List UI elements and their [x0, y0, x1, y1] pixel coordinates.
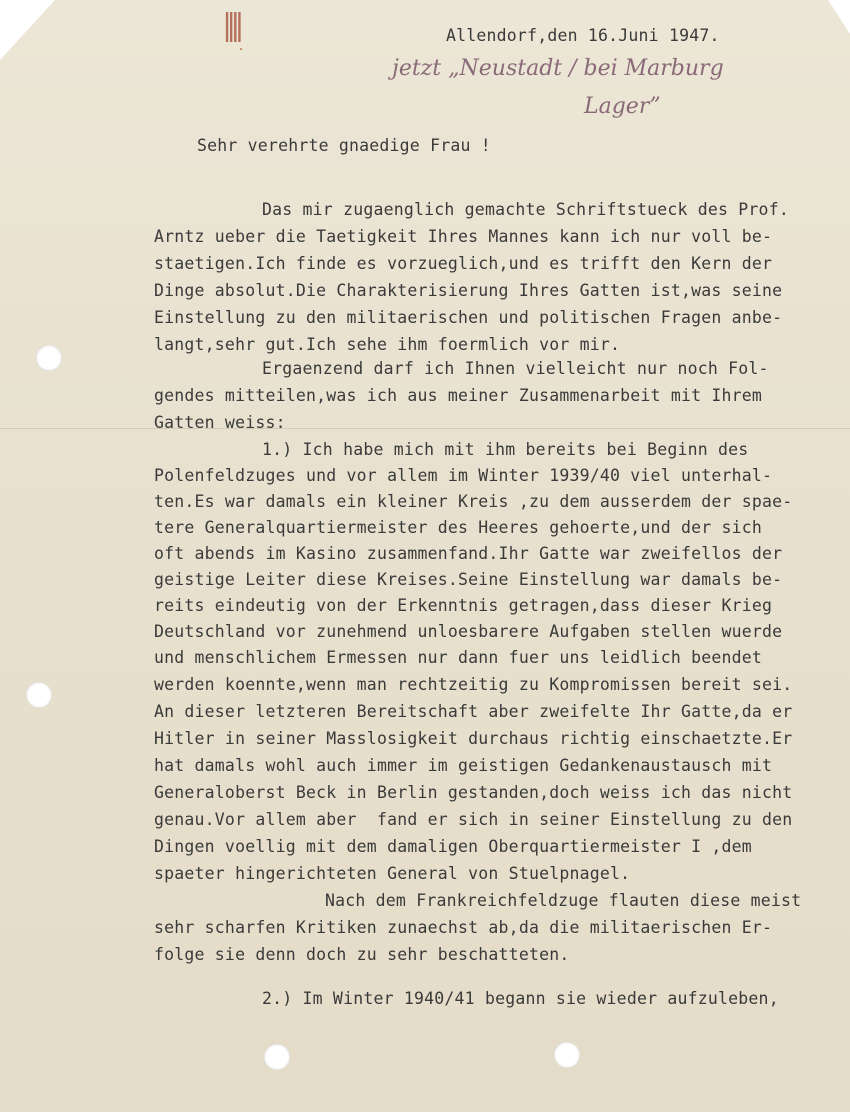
- text-line: Nach dem Frankreichfeldzuge flauten diese meist: [325, 891, 802, 910]
- handwritten-address-line-1: jetzt „Neustadt / bei Marburg: [392, 56, 724, 81]
- text-line: Deutschland vor zunehmend unloesbarere Aufgaben stellen wuerde: [154, 622, 783, 641]
- text-line: folge sie denn doch zu sehr beschatteten.: [154, 945, 570, 964]
- torn-corner-top-right: [828, 0, 850, 34]
- text-line: Arntz ueber die Taetigkeit Ihres Mannes kann ich nur voll be-: [154, 227, 773, 246]
- text-line: geistige Leiter diese Kreises.Seine Einstellung war damals be-: [154, 570, 783, 589]
- fold-crease: [0, 428, 850, 429]
- text-line: genau.Vor allem aber fand er sich in seiner Einstellung zu den: [154, 810, 793, 829]
- text-line: hat damals wohl auch immer im geistigen Gedankenaustausch mit: [154, 756, 773, 775]
- torn-corner-top-left: [0, 0, 55, 60]
- text-line: sehr scharfen Kritiken zunaechst ab,da die militaerischen Er-: [154, 918, 773, 937]
- text-line: und menschlichem Ermessen nur dann fuer uns leidlich beendet: [154, 648, 763, 667]
- text-line: langt,sehr gut.Ich sehe ihm foermlich vor mir.: [154, 335, 621, 354]
- punch-hole-left-upper: [36, 345, 62, 371]
- text-line: Das mir zugaenglich gemachte Schriftstueck des Prof.: [262, 200, 789, 219]
- text-line: staetigen.Ich finde es vorzueglich,und es trifft den Kern der: [154, 254, 773, 273]
- text-line: ten.Es war damals ein kleiner Kreis ,zu dem ausserdem der spae-: [154, 492, 793, 511]
- text-line: Dinge absolut.Die Charakterisierung Ihres Gatten ist,was seine: [154, 281, 783, 300]
- text-line: werden koennte,wenn man rechtzeitig zu Kompromissen bereit sei.: [154, 675, 793, 694]
- text-line: Generaloberst Beck in Berlin gestanden,doch weiss ich das nicht: [154, 783, 793, 802]
- text-line: tere Generalquartiermeister des Heeres gehoerte,und der sich: [154, 518, 763, 537]
- text-line: oft abends im Kasino zusammenfand.Ihr Gatte war zweifellos der: [154, 544, 783, 563]
- text-line: gendes mitteilen,was ich aus meiner Zusammenarbeit mit Ihrem: [154, 386, 763, 405]
- ink-dot: [240, 48, 242, 50]
- text-line: Einstellung zu den militaerischen und politischen Fragen anbe-: [154, 308, 783, 327]
- handwritten-address-line-2: Lager”: [584, 94, 661, 119]
- text-line: Hitler in seiner Masslosigkeit durchaus richtig einschaetzte.Er: [154, 729, 793, 748]
- date-line: Allendorf,den 16.Juni 1947.: [446, 26, 720, 45]
- text-line: Ergaenzend darf ich Ihnen vielleicht nur noch Fol-: [262, 359, 769, 378]
- salutation: Sehr verehrte gnaedige Frau !: [197, 136, 491, 155]
- pencil-tally-marks: ||||: [222, 8, 239, 43]
- text-line: An dieser letzteren Bereitschaft aber zweifelte Ihr Gatte,da er: [154, 702, 793, 721]
- text-line: Dingen voellig mit dem damaligen Oberquartiermeister I ,dem: [154, 837, 752, 856]
- text-line: 1.) Ich habe mich mit ihm bereits bei Beginn des: [262, 440, 749, 459]
- point-2-line: 2.) Im Winter 1940/41 begann sie wieder aufzuleben,: [262, 989, 779, 1008]
- text-line: spaeter hingerichteten General von Stuelpnagel.: [154, 864, 631, 883]
- punch-hole-left-lower: [26, 682, 52, 708]
- punch-hole-bottom-right: [554, 1042, 580, 1068]
- text-line: Gatten weiss:: [154, 413, 286, 432]
- text-line: Polenfeldzuges und vor allem im Winter 1939/40 viel unterhal-: [154, 466, 773, 485]
- text-line: reits eindeutig von der Erkenntnis getragen,dass dieser Krieg: [154, 596, 773, 615]
- punch-hole-bottom-left: [264, 1044, 290, 1070]
